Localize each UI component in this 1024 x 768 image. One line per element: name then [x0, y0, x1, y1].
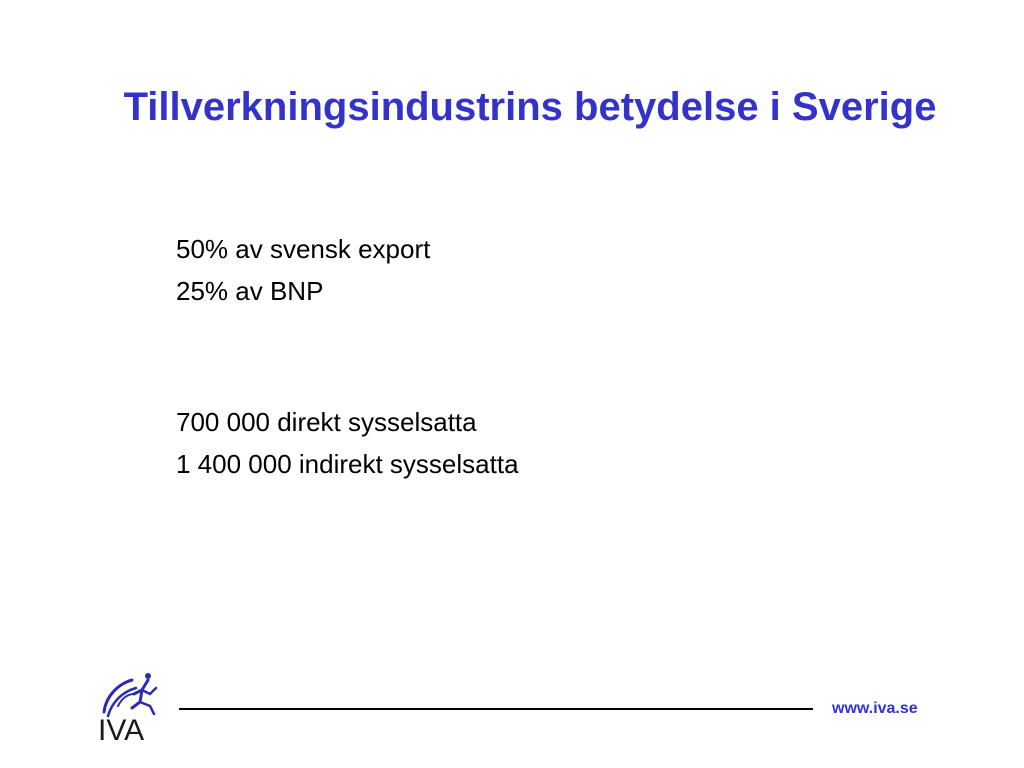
body-line-indirect-employment: 1 400 000 indirekt sysselsatta [176, 449, 519, 479]
slide-title: Tillverkningsindustrins betydelse i Sverige [123, 85, 937, 129]
running-figure-logo-icon [96, 668, 162, 744]
body-line-gdp: 25% av BNP [176, 276, 324, 306]
logo-text: IVA [98, 714, 145, 744]
body-group-employment [176, 401, 519, 485]
footer-url-link[interactable]: www.iva.se [832, 700, 918, 717]
body-line-export: 50% av svensk export [176, 234, 431, 264]
footer-divider [179, 708, 813, 710]
body-group-economy [176, 228, 430, 312]
iva-logo [96, 668, 162, 744]
body-line-direct-employment: 700 000 direkt sysselsatta [176, 407, 477, 437]
